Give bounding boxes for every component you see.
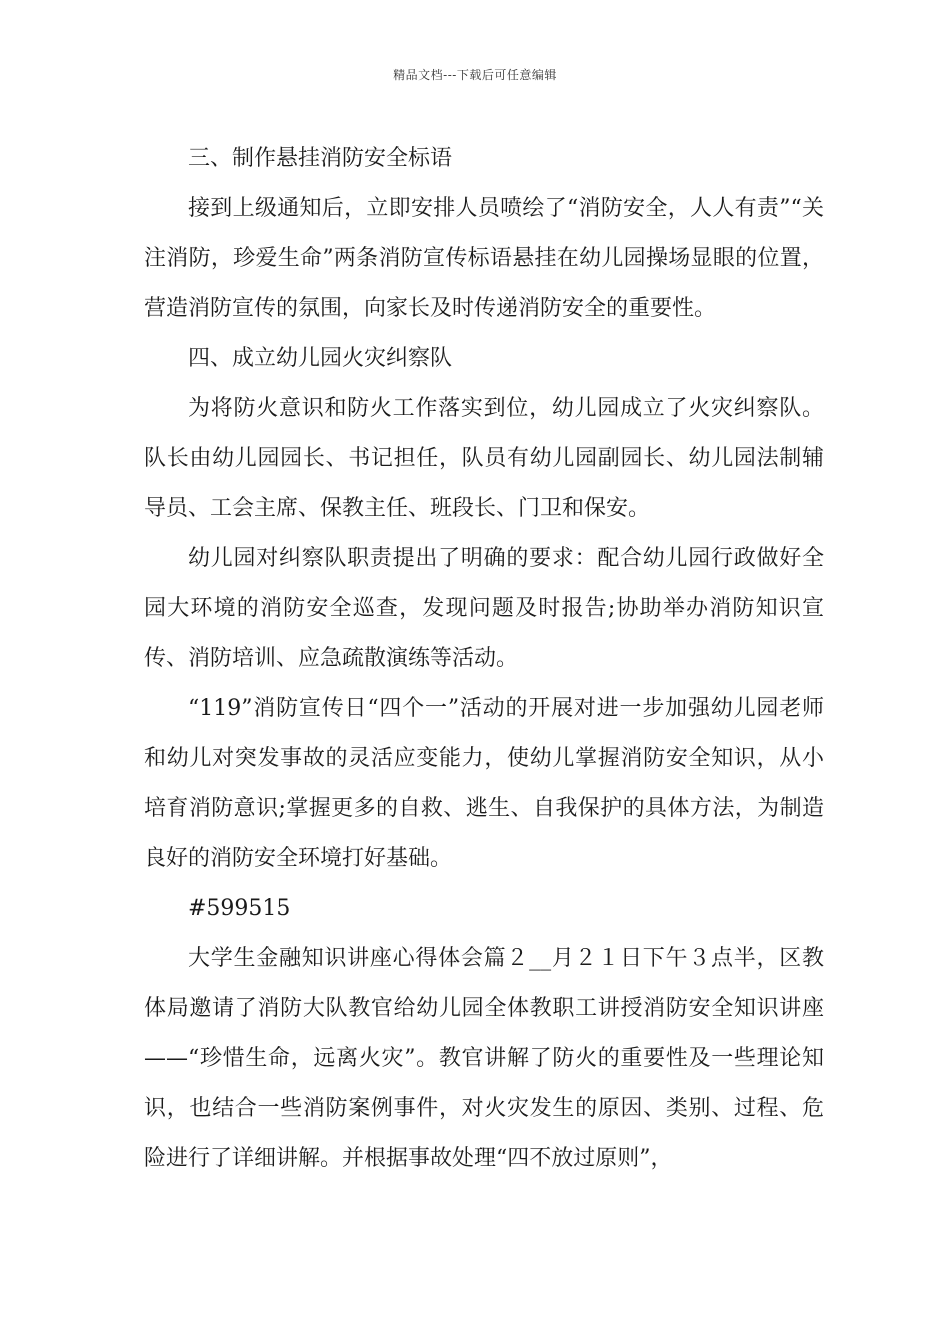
paragraph-duties: 幼儿园对纠察队职责提出了明确的要求：配合幼儿园行政做好全园大环境的消防安全巡查，发现问题及时报告;协助举办消防知识宣传、消防培训、应急疏散演练等活动。 <box>144 546 824 671</box>
paragraph-lecture: 大学生金融知识讲座心得体会篇２__月２１日下午３点半，区教体局邀请了消防大队教官给幼儿园全体教职工讲授消防安全知识讲座——“珍惜生命，远离火灾”。教官讲解了防火的重要性及一些理论知识，也结合一些消防案例事件，对火灾发生的原因、类别、过程、危险进行了详细讲解。并根据事故处理“四不放过原则”， <box>144 946 824 1171</box>
document-body <box>144 134 824 1184</box>
page-header: 精品文档---下载后可任意编辑 <box>393 68 557 82</box>
paragraph-slogans: 接到上级通知后，立即安排人员喷绘了“消防安全，人人有责”“关注消防，珍爱生命”两条消防宣传标语悬挂在幼儿园操场显眼的位置，营造消防宣传的氛围，向家长及时传递消防安全的重要性。 <box>144 196 824 321</box>
section-heading-4: 四、成立幼儿园火灾纠察队 <box>188 346 453 371</box>
paragraph-119-day: “119”消防宣传日“四个一”活动的开展对进一步加强幼儿园老师和幼儿对突发事故的灵活应变能力，使幼儿掌握消防安全知识，从小培育消防意识;掌握更多的自救、逃生、自我保护的具体方法，为制造良好的消防安全环境打好基础。 <box>144 696 824 871</box>
paragraph-id-marker: #599515 <box>188 896 291 921</box>
paragraph-patrol-team: 为将防火意识和防火工作落实到位，幼儿园成立了火灾纠察队。队长由幼儿园园长、书记担任，队员有幼儿园副园长、幼儿园法制辅导员、工会主席、保教主任、班段长、门卫和保安。 <box>144 396 824 521</box>
section-heading-3: 三、制作悬挂消防安全标语 <box>188 146 453 171</box>
